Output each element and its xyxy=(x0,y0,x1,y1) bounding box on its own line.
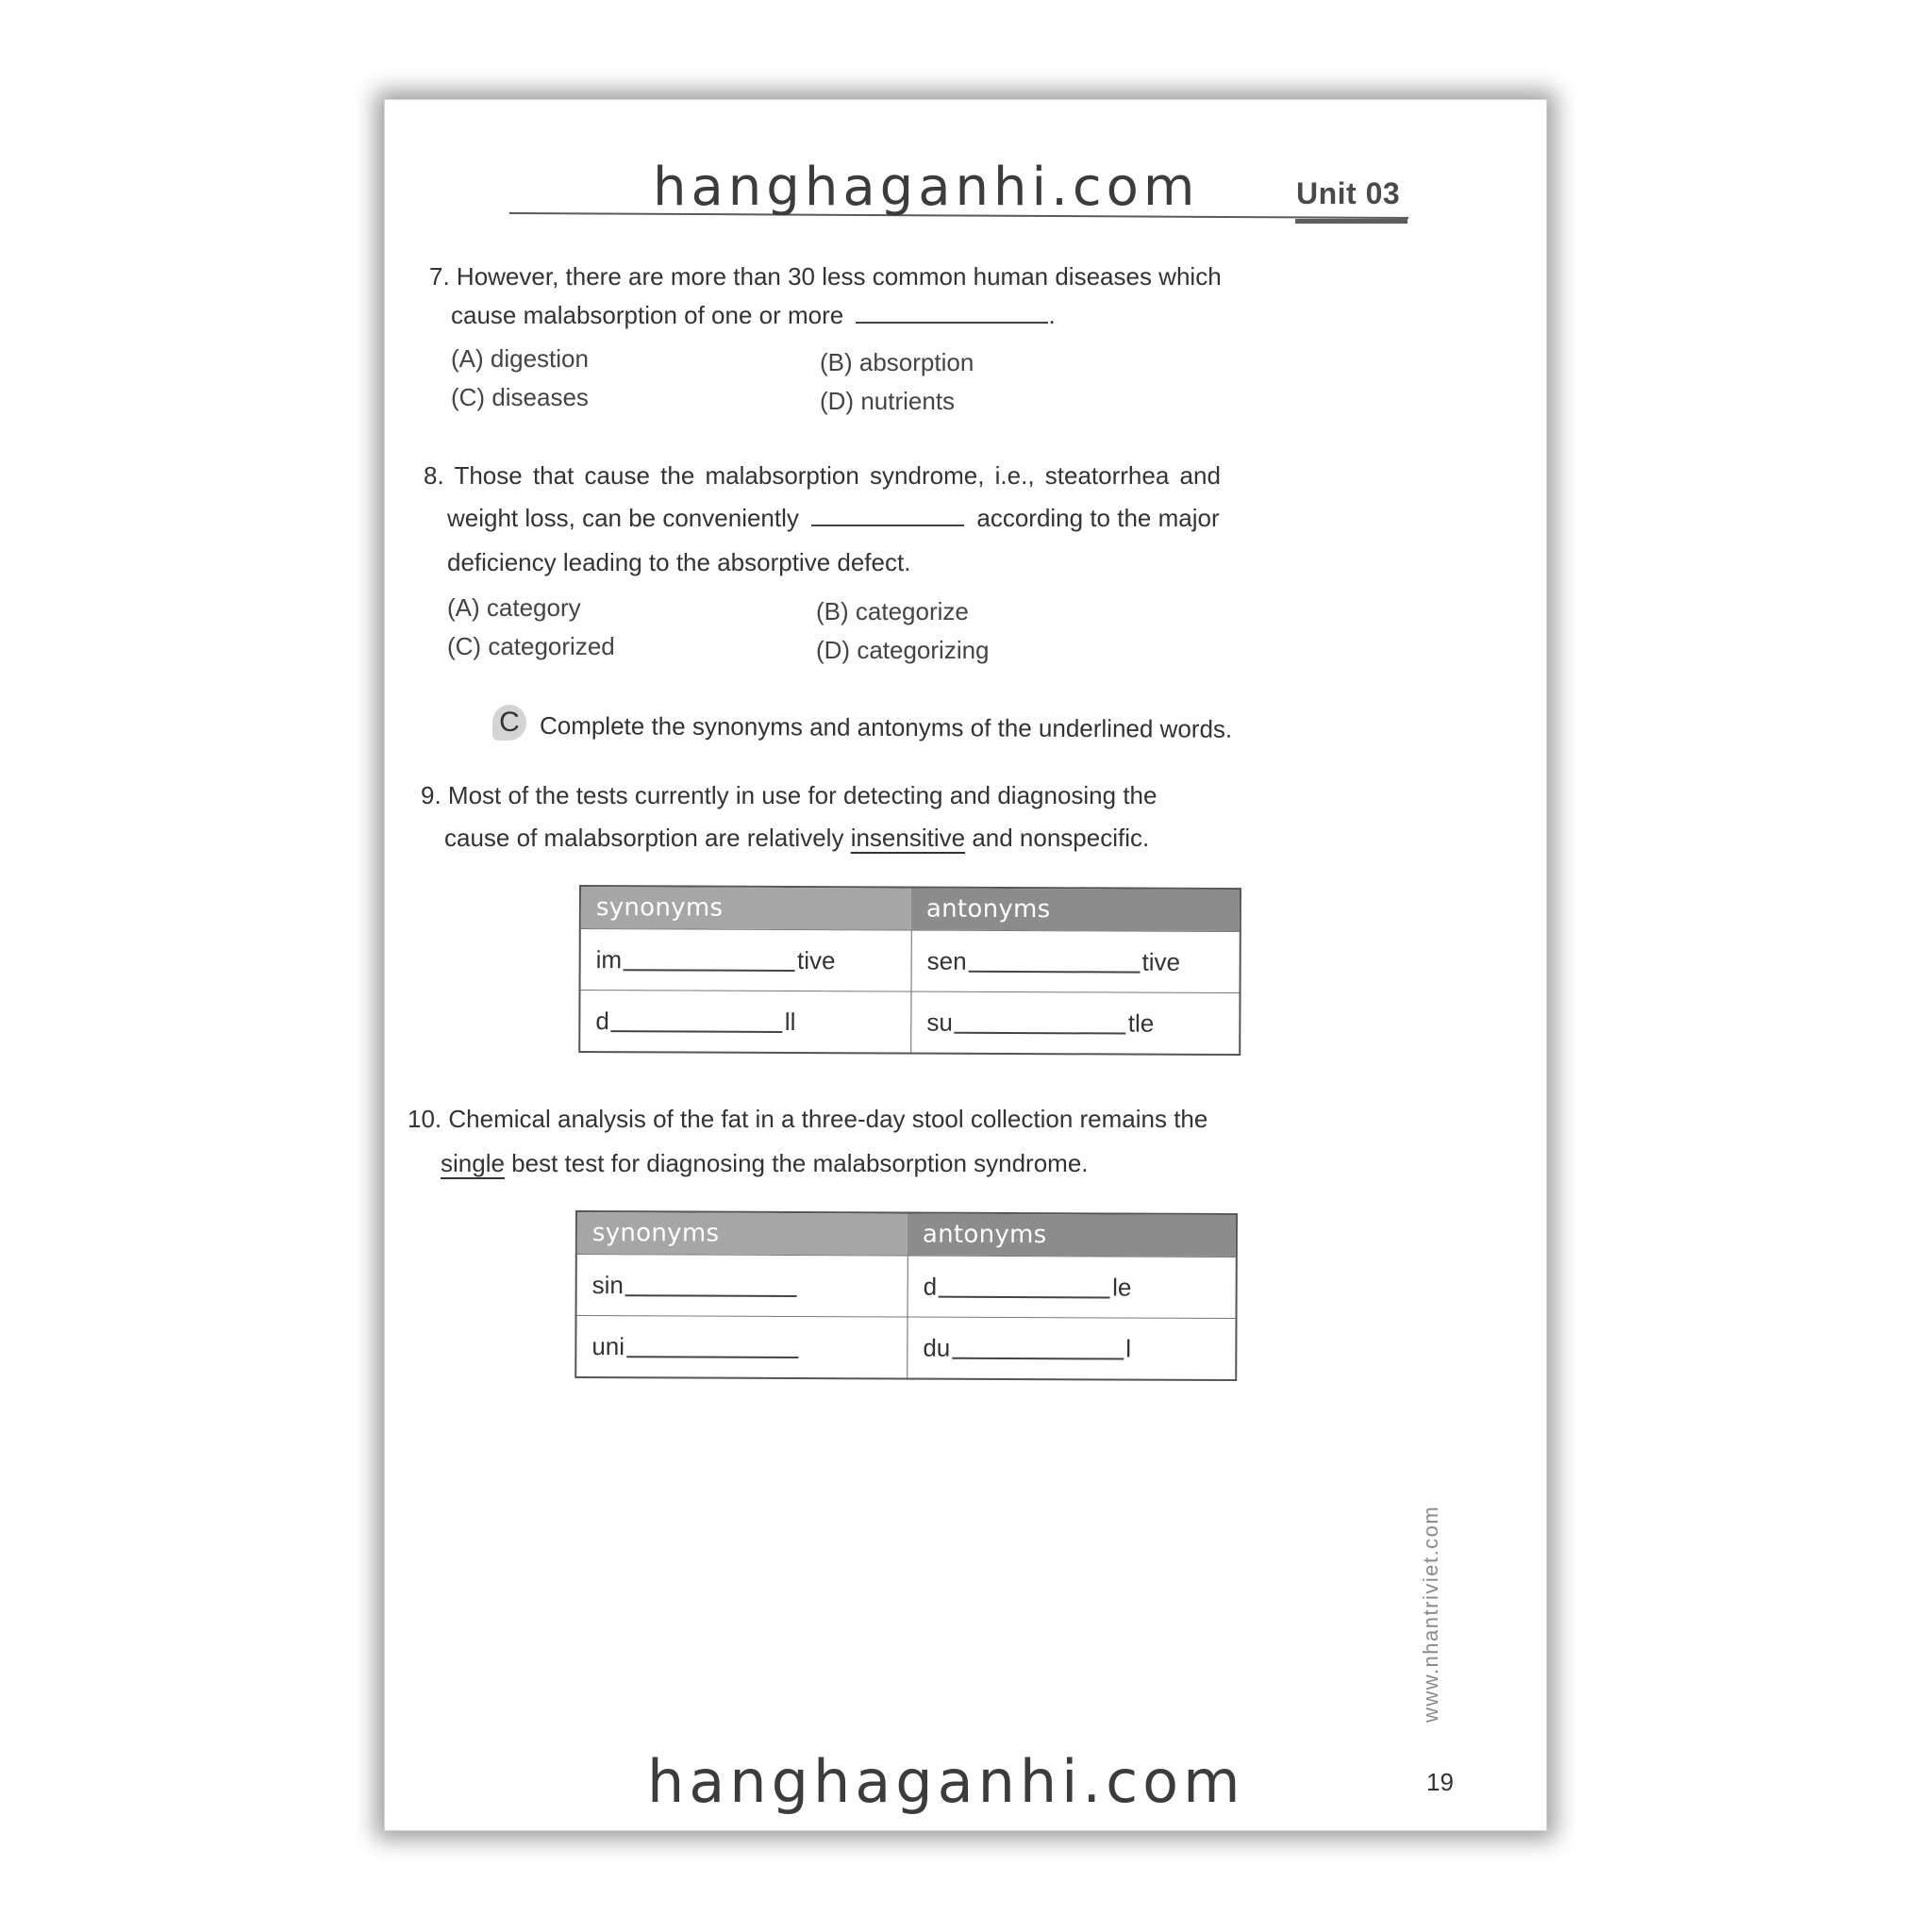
answer-blank[interactable] xyxy=(939,1275,1110,1299)
table-row xyxy=(581,928,1240,992)
question-text: weight loss, can be conveniently xyxy=(447,504,799,532)
option-b[interactable]: (B) absorption xyxy=(820,348,974,376)
option-d[interactable]: (D) nutrients xyxy=(820,387,956,415)
question-text: cause malabsorption of one or more xyxy=(451,301,844,329)
word-suffix: l xyxy=(1125,1334,1132,1363)
antonym-cell xyxy=(907,1318,1235,1380)
synonym-cell xyxy=(581,929,911,991)
table-row xyxy=(576,1315,1235,1379)
question-8-line-3 xyxy=(447,548,910,577)
header-synonyms: synonyms xyxy=(577,1212,908,1256)
table-row xyxy=(580,990,1239,1054)
textbook-page xyxy=(385,100,1546,1830)
question-10-line-1 xyxy=(408,1105,1208,1134)
question-text: However, there are more than 30 less common human diseases which xyxy=(456,262,1222,291)
question-text: cause of malabsorption are relatively xyxy=(444,824,844,852)
question-text: and nonspecific. xyxy=(972,824,1150,852)
table-header xyxy=(581,887,1240,931)
table-header xyxy=(577,1212,1236,1257)
option-a[interactable]: (A) category xyxy=(447,593,581,622)
option-d[interactable]: (D) categorizing xyxy=(816,636,990,664)
question-number: 9. xyxy=(421,781,441,809)
answer-blank[interactable] xyxy=(626,1335,798,1358)
option-c[interactable]: (C) diseases xyxy=(451,383,589,411)
synonym-antonym-table-10 xyxy=(575,1210,1238,1381)
question-8-line-2 xyxy=(447,504,1220,533)
word-prefix: im xyxy=(595,944,623,974)
word-prefix: d xyxy=(595,1006,609,1035)
word-prefix: du xyxy=(923,1333,951,1362)
answer-blank[interactable] xyxy=(624,948,795,972)
option-b[interactable]: (B) categorize xyxy=(816,597,969,625)
word-suffix: le xyxy=(1112,1272,1132,1302)
answer-blank[interactable] xyxy=(955,1011,1126,1035)
underlined-word: single xyxy=(441,1149,505,1177)
question-text: best test for diagnosing the malabsorption syndrome. xyxy=(511,1149,1089,1177)
word-suffix: ll xyxy=(784,1007,796,1036)
question-9-line-1 xyxy=(421,781,1157,810)
header-synonyms: synonyms xyxy=(581,887,911,930)
question-text: Chemical analysis of the fat in a three-day stool collection remains the xyxy=(448,1105,1208,1133)
question-text: Those that cause the malabsorption syndrome, i.e., steatorrhea and xyxy=(454,461,1221,490)
unit-underline xyxy=(1295,219,1407,224)
table-row xyxy=(577,1254,1236,1318)
publisher-url: www.nhantriviet.com xyxy=(1419,1505,1442,1723)
answer-blank[interactable] xyxy=(969,950,1141,974)
synonym-antonym-table-9 xyxy=(578,885,1241,1056)
header-antonyms: antonyms xyxy=(911,889,1240,932)
answer-blank[interactable] xyxy=(952,1337,1124,1360)
word-prefix: d xyxy=(923,1272,938,1301)
word-suffix: tive xyxy=(1141,947,1181,976)
answer-blank[interactable] xyxy=(856,303,1048,324)
header-antonyms: antonyms xyxy=(908,1214,1236,1257)
question-9-line-2 xyxy=(444,824,1149,853)
question-text: deficiency leading to the absorptive defect. xyxy=(447,548,911,576)
question-8-line-1 xyxy=(424,461,1221,491)
watermark-top: hanghaganhi.com xyxy=(653,157,1200,218)
question-7-line-1 xyxy=(429,262,1222,291)
section-c-instruction: Complete the synonyms and antonyms of the underlined words. xyxy=(539,711,1233,743)
word-prefix: sen xyxy=(926,946,967,975)
option-a[interactable]: (A) digestion xyxy=(451,344,589,373)
word-prefix: uni xyxy=(591,1331,625,1360)
question-7-line-2 xyxy=(451,301,1056,330)
section-c-badge: C xyxy=(492,705,526,741)
option-c[interactable]: (C) categorized xyxy=(447,632,615,660)
word-prefix: su xyxy=(926,1008,953,1037)
question-number: 7. xyxy=(429,262,450,291)
answer-blank[interactable] xyxy=(625,1274,797,1297)
antonym-cell xyxy=(911,931,1240,993)
word-prefix: sin xyxy=(591,1270,624,1299)
question-text: Most of the tests currently in use for detecting and diagnosing the xyxy=(447,781,1158,809)
word-suffix: tive xyxy=(797,945,836,974)
period: . xyxy=(1048,301,1056,329)
word-suffix: tle xyxy=(1127,1008,1155,1038)
question-text: according to the major xyxy=(976,504,1220,532)
watermark-bottom: hanghaganhi.com xyxy=(647,1747,1245,1816)
underlined-word: insensitive xyxy=(850,824,966,852)
unit-label: Unit 03 xyxy=(1296,176,1401,210)
antonym-cell xyxy=(910,992,1239,1055)
question-number: 8. xyxy=(424,461,444,490)
answer-blank[interactable] xyxy=(611,1009,783,1033)
answer-blank[interactable] xyxy=(811,506,964,526)
antonym-cell xyxy=(908,1257,1236,1319)
synonym-cell xyxy=(580,991,910,1053)
synonym-cell xyxy=(576,1316,907,1378)
question-number: 10. xyxy=(408,1105,442,1133)
synonym-cell xyxy=(577,1255,908,1317)
page-number: 19 xyxy=(1426,1768,1454,1796)
question-10-line-2 xyxy=(441,1149,1089,1178)
